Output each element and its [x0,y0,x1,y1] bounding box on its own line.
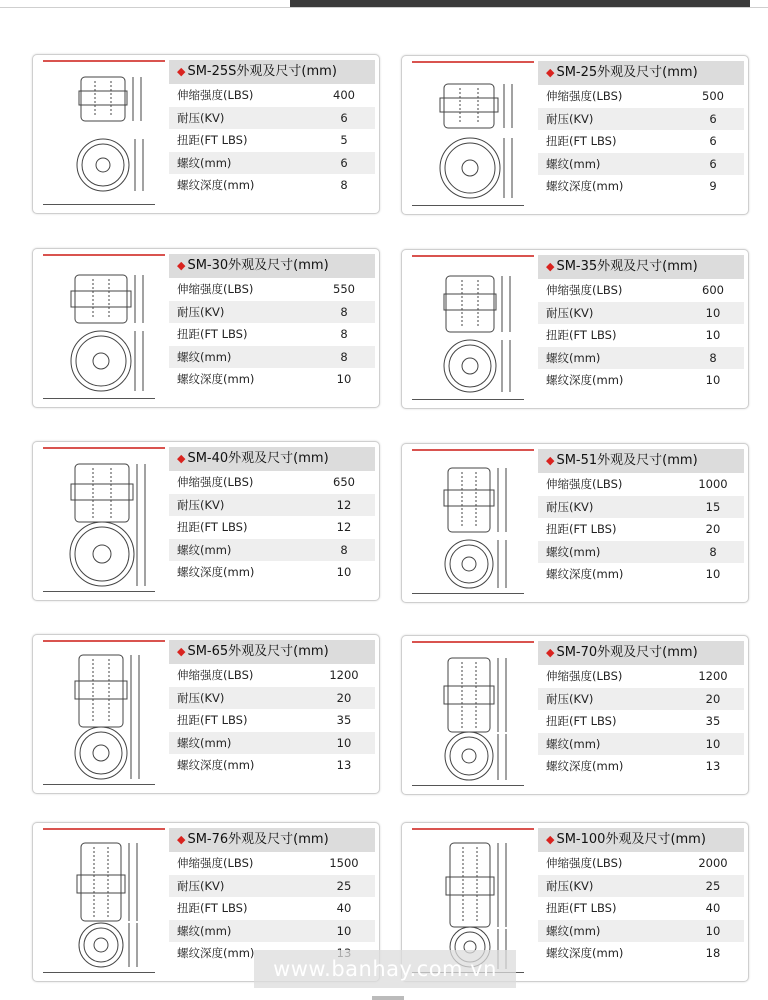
spec-card-sm-25 [401,55,749,215]
spec-row [538,852,744,875]
spec-table [169,60,375,197]
spec-table [169,640,375,777]
spec-label: 扭距(FT LBS) [546,328,617,343]
spec-label: 扭距(FT LBS) [177,327,248,342]
spec-row [538,347,744,370]
spec-label: 伸缩强度(LBS) [177,475,254,489]
drawing-baseline [412,593,524,594]
insulator-drawing-icon [41,448,165,592]
top-divider [0,7,768,8]
diamond-icon: ◆ [546,833,555,846]
spec-value: 35 [705,714,721,729]
diamond-icon: ◆ [177,645,186,658]
spec-title [538,449,744,473]
spec-title [169,60,375,84]
spec-value: 12 [336,520,352,535]
spec-label: 耐压(KV) [177,110,225,125]
spec-value: 10 [705,373,721,388]
spec-label: 耐压(KV) [546,691,594,706]
spec-title-text: SM-70外观及尺寸(mm) [556,645,698,660]
spec-label: 耐压(KV) [177,304,225,319]
spec-row [169,84,375,107]
insulator-drawing-icon [41,255,165,399]
spec-row [169,897,375,920]
spec-row [538,541,744,564]
spec-value: 10 [705,328,721,343]
insulator-drawing-icon [410,62,534,206]
spec-label: 螺纹深度(mm) [177,565,255,580]
spec-row [538,108,744,131]
spec-label: 扭距(FT LBS) [177,901,248,916]
spec-value: 10 [705,567,721,582]
spec-value: 400 [333,88,355,102]
spec-row [169,561,375,584]
spec-title [538,61,744,85]
spec-value: 10 [336,372,352,387]
spec-title-text: SM-35外观及尺寸(mm) [556,259,698,274]
drawing-baseline [43,204,155,205]
spec-row [538,920,744,943]
spec-row [169,129,375,152]
spec-row [169,852,375,875]
spec-value: 15 [705,499,721,514]
spec-value: 10 [705,923,721,938]
spec-value: 20 [336,690,352,705]
spec-label: 耐压(KV) [546,499,594,514]
spec-label: 伸缩强度(LBS) [546,283,623,297]
spec-row [169,471,375,494]
spec-label: 螺纹(mm) [546,923,601,938]
spec-row [538,85,744,108]
spec-card-sm-51 [401,443,749,603]
spec-label: 螺纹深度(mm) [177,178,255,193]
spec-card-sm-65 [32,634,380,794]
drawing-baseline [43,972,155,973]
spec-label: 螺纹(mm) [546,544,601,559]
spec-title-text: SM-65外观及尺寸(mm) [187,644,329,659]
watermark: www.banhay.com.vn [254,950,516,988]
spec-label: 螺纹深度(mm) [546,373,624,388]
spec-row [538,897,744,920]
spec-card-sm-40 [32,441,380,601]
spec-value: 10 [336,565,352,580]
spec-label: 螺纹(mm) [177,155,232,170]
spec-value: 600 [702,283,724,297]
spec-label: 伸缩强度(LBS) [177,282,254,296]
spec-value: 1000 [698,477,728,491]
spec-row [538,302,744,325]
spec-value: 6 [340,110,348,125]
spec-label: 耐压(KV) [177,878,225,893]
spec-value: 650 [333,475,355,489]
spec-value: 1200 [698,669,728,683]
spec-row [169,516,375,539]
spec-value: 10 [705,305,721,320]
diamond-icon: ◆ [546,454,555,467]
spec-row [538,733,744,756]
spec-title [538,828,744,852]
spec-table [169,254,375,391]
spec-value: 6 [340,155,348,170]
spec-label: 伸缩强度(LBS) [546,477,623,491]
spec-title [169,447,375,471]
spec-value: 8 [340,327,348,342]
spec-row [169,732,375,755]
spec-label: 螺纹深度(mm) [177,946,255,961]
drawing-baseline [412,399,524,400]
insulator-drawing-icon [41,829,165,973]
spec-value: 40 [705,901,721,916]
spec-value: 2000 [698,856,728,870]
spec-value: 1500 [329,856,359,870]
spec-label: 伸缩强度(LBS) [177,856,254,870]
spec-card-sm-70 [401,635,749,795]
diamond-icon: ◆ [177,65,186,78]
spec-title-text: SM-76外观及尺寸(mm) [187,832,329,847]
spec-value: 6 [709,156,717,171]
spec-row [538,369,744,392]
spec-table [538,828,744,965]
spec-label: 扭距(FT LBS) [177,713,248,728]
spec-label: 螺纹(mm) [546,736,601,751]
spec-row [538,279,744,302]
drawing-baseline [412,785,524,786]
spec-title [169,254,375,278]
spec-label: 扭距(FT LBS) [177,133,248,148]
spec-label: 扭距(FT LBS) [546,134,617,149]
spec-value: 6 [709,134,717,149]
spec-card-sm-25s [32,54,380,214]
spec-title-text: SM-100外观及尺寸(mm) [556,832,706,847]
spec-card-sm-35 [401,249,749,409]
spec-row [169,152,375,175]
spec-title [538,255,744,279]
diamond-icon: ◆ [177,259,186,272]
spec-row [538,942,744,965]
spec-row [538,710,744,733]
spec-value: 8 [709,544,717,559]
spec-value: 13 [705,759,721,774]
spec-label: 扭距(FT LBS) [546,522,617,537]
spec-value: 20 [705,691,721,706]
spec-row [169,323,375,346]
spec-label: 螺纹(mm) [177,349,232,364]
spec-title-text: SM-30外观及尺寸(mm) [187,258,329,273]
spec-row [169,346,375,369]
drawing-baseline [43,398,155,399]
spec-title [169,640,375,664]
spec-row [169,754,375,777]
spec-value: 8 [709,350,717,365]
spec-table [169,447,375,584]
spec-row [538,473,744,496]
spec-row [538,518,744,541]
spec-value: 25 [336,878,352,893]
spec-row [538,688,744,711]
insulator-drawing-icon [41,641,165,785]
spec-row [169,920,375,943]
spec-label: 螺纹深度(mm) [546,946,624,961]
insulator-drawing-icon [410,450,534,594]
spec-value: 5 [340,133,348,148]
spec-table [538,255,744,392]
spec-label: 耐压(KV) [546,878,594,893]
diamond-icon: ◆ [546,66,555,79]
spec-title-text: SM-25S外观及尺寸(mm) [187,64,337,79]
spec-title [169,828,375,852]
spec-label: 扭距(FT LBS) [546,901,617,916]
spec-table [169,828,375,965]
spec-label: 耐压(KV) [177,497,225,512]
spec-value: 20 [705,522,721,537]
top-bar [290,0,750,7]
spec-row [169,494,375,517]
spec-row [169,174,375,197]
spec-title-text: SM-40外观及尺寸(mm) [187,451,329,466]
drawing-baseline [43,784,155,785]
spec-row [538,130,744,153]
spec-label: 螺纹(mm) [177,923,232,938]
spec-label: 耐压(KV) [177,690,225,705]
spec-row [169,539,375,562]
spec-value: 8 [340,178,348,193]
diamond-icon: ◆ [546,646,555,659]
spec-value: 9 [709,179,717,194]
spec-value: 550 [333,282,355,296]
spec-value: 12 [336,497,352,512]
diamond-icon: ◆ [177,833,186,846]
spec-value: 8 [340,542,348,557]
spec-row [169,687,375,710]
spec-value: 13 [336,758,352,773]
diamond-icon: ◆ [546,260,555,273]
diamond-icon: ◆ [177,452,186,465]
spec-value: 25 [705,878,721,893]
insulator-drawing-icon [410,642,534,786]
spec-label: 螺纹(mm) [177,542,232,557]
spec-value: 1200 [329,668,359,682]
spec-row [538,496,744,519]
spec-title-text: SM-51外观及尺寸(mm) [556,453,698,468]
spec-card-sm-30 [32,248,380,408]
spec-value: 6 [709,111,717,126]
spec-row [169,301,375,324]
spec-label: 螺纹(mm) [546,350,601,365]
spec-row [169,875,375,898]
spec-value: 500 [702,89,724,103]
spec-row [538,563,744,586]
spec-value: 35 [336,713,352,728]
spec-value: 40 [336,901,352,916]
spec-label: 螺纹深度(mm) [546,179,624,194]
spec-table [538,449,744,586]
spec-label: 伸缩强度(LBS) [177,668,254,682]
spec-label: 伸缩强度(LBS) [546,89,623,103]
drawing-baseline [412,205,524,206]
spec-value: 10 [336,923,352,938]
spec-table [538,61,744,198]
spec-label: 螺纹深度(mm) [546,759,624,774]
spec-label: 耐压(KV) [546,305,594,320]
spec-label: 伸缩强度(LBS) [546,669,623,683]
spec-row [538,153,744,176]
bottom-tab [372,996,404,1000]
spec-row [169,664,375,687]
drawing-baseline [43,591,155,592]
spec-label: 螺纹深度(mm) [177,758,255,773]
spec-row [169,278,375,301]
spec-value: 8 [340,349,348,364]
spec-title-text: SM-25外观及尺寸(mm) [556,65,698,80]
spec-value: 18 [705,946,721,961]
spec-value: 10 [705,736,721,751]
spec-label: 扭距(FT LBS) [177,520,248,535]
spec-label: 耐压(KV) [546,111,594,126]
spec-label: 伸缩强度(LBS) [546,856,623,870]
spec-label: 螺纹深度(mm) [546,567,624,582]
spec-row [538,755,744,778]
insulator-drawing-icon [41,61,165,205]
spec-label: 螺纹(mm) [177,735,232,750]
spec-label: 螺纹深度(mm) [177,372,255,387]
spec-value: 8 [340,304,348,319]
spec-row [538,665,744,688]
spec-label: 伸缩强度(LBS) [177,88,254,102]
spec-row [538,875,744,898]
spec-value: 10 [336,735,352,750]
insulator-drawing-icon [410,256,534,400]
spec-label: 扭距(FT LBS) [546,714,617,729]
spec-title [538,641,744,665]
spec-row [538,324,744,347]
spec-row [538,175,744,198]
spec-row [169,107,375,130]
spec-row [169,709,375,732]
spec-row [169,368,375,391]
spec-label: 螺纹(mm) [546,156,601,171]
spec-table [538,641,744,778]
